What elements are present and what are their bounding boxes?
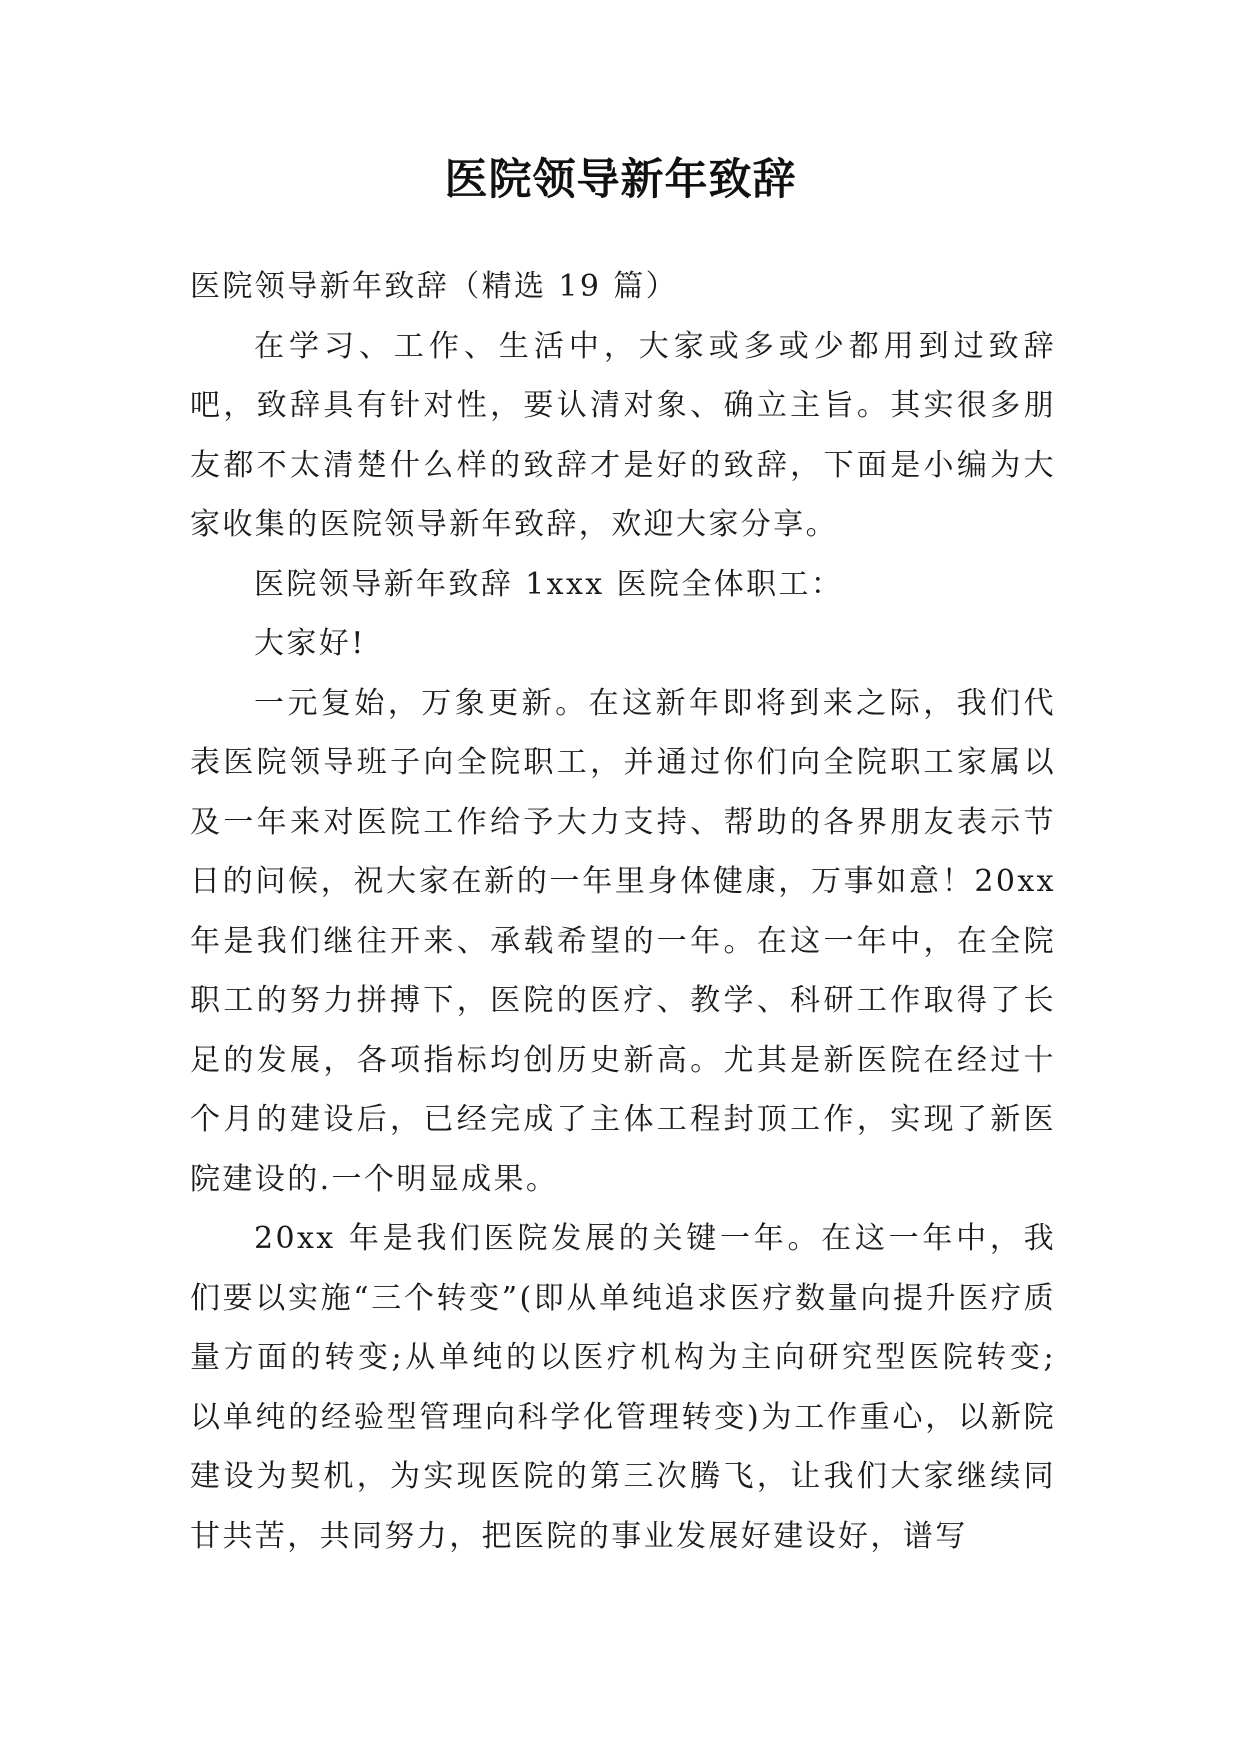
document-title: 医院领导新年致辞 — [444, 155, 797, 205]
greeting-paragraph: 大家好! — [254, 626, 366, 661]
intro-paragraph: 在学习、工作、生活中，大家或多或少都用到过致辞吧，致辞具有针对性，要认清对象、确立主旨。其实很多朋友都不太清楚什么样的致辞才是好的致辞，下面是小编为大家收集的医院领导新年致辞，欢迎大家分享。 — [190, 328, 1056, 542]
speech-heading-paragraph: 医院领导新年致辞 1xxx 医院全体职工： — [254, 566, 844, 602]
document-subtitle: 医院领导新年致辞（精选 19 篇） — [190, 269, 679, 304]
document-body — [190, 257, 1056, 1566]
body-paragraph: 20xx 年是我们医院发展的关键一年。在这一年中，我们要以实施“三个转变”(即从单纯追求医疗数量向提升医疗质量方面的转变;从单纯的以医疗机构为主向研究型医院转变;以单纯的经验型管理向科学化管理转变)为工作重心，以新院建设为契机，为实现医院的第三次腾飞，让我们大家继续同甘共苦，共同努力，把医院的事业发展好建设好，谱写 — [190, 1221, 1056, 1554]
body-paragraph: 一元复始，万象更新。在这新年即将到来之际，我们代表医院领导班子向全院职工，并通过你们向全院职工家属以及一年来对医院工作给予大力支持、帮助的各界朋友表示节日的问候，祝大家在新的一年里身体健康，万事如意！20xx 年是我们继往开来、承载希望的一年。在这一年中，在全院职工的努力拼搏下，医院的医疗、教学、科研工作取得了长足的发展，各项指标均创历史新高。尤其是新医院在经过十个月的建设后，已经完成了主体工程封顶工作，实现了新医院建设的.一个明显成果。 — [190, 685, 1056, 1197]
